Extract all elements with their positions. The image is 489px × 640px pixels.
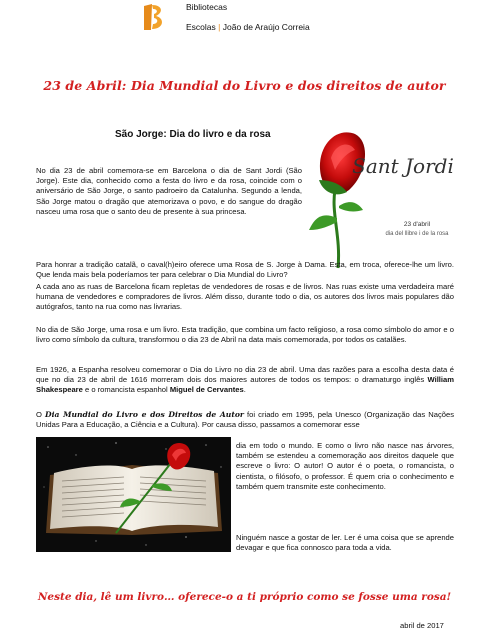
cervantes-name: Miguel de Cervantes xyxy=(169,385,244,395)
paragraph-sant-jordi: No dia 23 de abril comemora-se em Barcelona o dia de Sant Jordi (São Jorge). Este dia, conhecido como a festa do livro e da rosa, coincide com o aniversário de São Jorge, o santo padroeiro da Catalunha. Segundo a lenda, São Jorge matou o dragão que atemorizava o povo, e do sangue do dragão nasceu uma rosa que o santo deu de presente à sua princesa. xyxy=(36,166,302,216)
paragraph-author: dia em todo o mundo. E como o livro não nasce nas árvores, também se estendeu a comemoração aos direitos daquele que escreve o livro: O autor! O autor é o poeta, o romancista, o cientista, o filósofo, o professor. É quem cria o conhecimento e também quem transmite este conhecimento. xyxy=(236,441,454,491)
paragraph-reading: Ninguém nasce a gostar de ler. Ler é uma coisa que se aprende devagar e que fica connosco para toda a vida. xyxy=(236,533,454,553)
paragraph-tradition: Para honrar a tradição catalã, o caval(h)eiro oferece uma Rosa de S. Jorge à Dama. Esta, em troca, oferece-lhe um livro. Que lenda mais bela poderíamos ter para celebrar o Dia Mundial do Livro? xyxy=(36,260,454,280)
open-book-rose-image xyxy=(36,437,231,552)
shakespeare-name: William Shakespeare xyxy=(36,375,454,395)
rose-caption-large: Sant Jordi xyxy=(352,154,454,178)
rose-caption-small-1: 23 d'abril xyxy=(403,221,431,228)
document-date: abril de 2017 xyxy=(400,621,444,630)
library-logo-icon xyxy=(140,2,166,32)
header-school-line xyxy=(186,22,310,32)
sant-jordi-rose-image xyxy=(305,118,455,273)
p6-text-a: O xyxy=(36,410,46,419)
paragraph-1926 xyxy=(36,365,454,396)
header-school-name: João de Araújo Correia xyxy=(222,22,310,32)
p5-text-b: e o romancista espanhol xyxy=(82,385,170,395)
rose-caption-small-2: dia del llibre i de la rosa xyxy=(385,231,449,237)
closing-message: Neste dia, lê um livro… oferece-o a ti próprio como se fosse uma rosa! xyxy=(37,591,452,603)
page-title: 23 de Abril: Dia Mundial do Livro e dos direitos de autor xyxy=(43,78,446,93)
p6-text-b: foi criado em 1995, pela Unesco (Organização das Nações Unidas Para a Educação, a Ciência e a Cultura). Por causa disso, passamos a comemorar esse xyxy=(36,410,454,430)
p5-text-c: . xyxy=(243,385,246,395)
p5-text-a: Em 1926, a Espanha resolveu comemorar o Dia do Livro no dia 23 de abril. Uma das razões para a escolha desta data é que no dia 23 de abril de 1616 morreram dois dos maiores autores de todos os tempos: o dramaturgo inglês xyxy=(36,365,454,385)
paragraph-unesco xyxy=(36,410,454,430)
paragraph-rose-and-book: No dia de São Jorge, uma rosa e um livro. Esta tradição, que combina um facto religioso, a rosa como símbolo do amor e o livro como símbolo da cultura, transformou o dia 23 de Abril na data mais comemorada, por todos os catalães. xyxy=(36,325,454,345)
header-separator: | xyxy=(218,22,221,32)
world-book-day-name: Dia Mundial do Livro e dos Direitos de Autor xyxy=(45,410,244,419)
section-subtitle: São Jorge: Dia do livro e da rosa xyxy=(115,129,271,140)
paragraph-barcelona: A cada ano as ruas de Barcelona ficam repletas de vendedores de rosas e de livros. Nas ruas existe uma verdadeira maré humana de vendedores e compradores de livros. Além disso, durante todo o dia, os autores dos livros mais populares dão autógrafos, tanto na rua como nas livrarias. xyxy=(36,282,454,312)
header-library-label: Bibliotecas xyxy=(186,2,228,12)
header-schools-label: Escolas xyxy=(186,22,216,32)
